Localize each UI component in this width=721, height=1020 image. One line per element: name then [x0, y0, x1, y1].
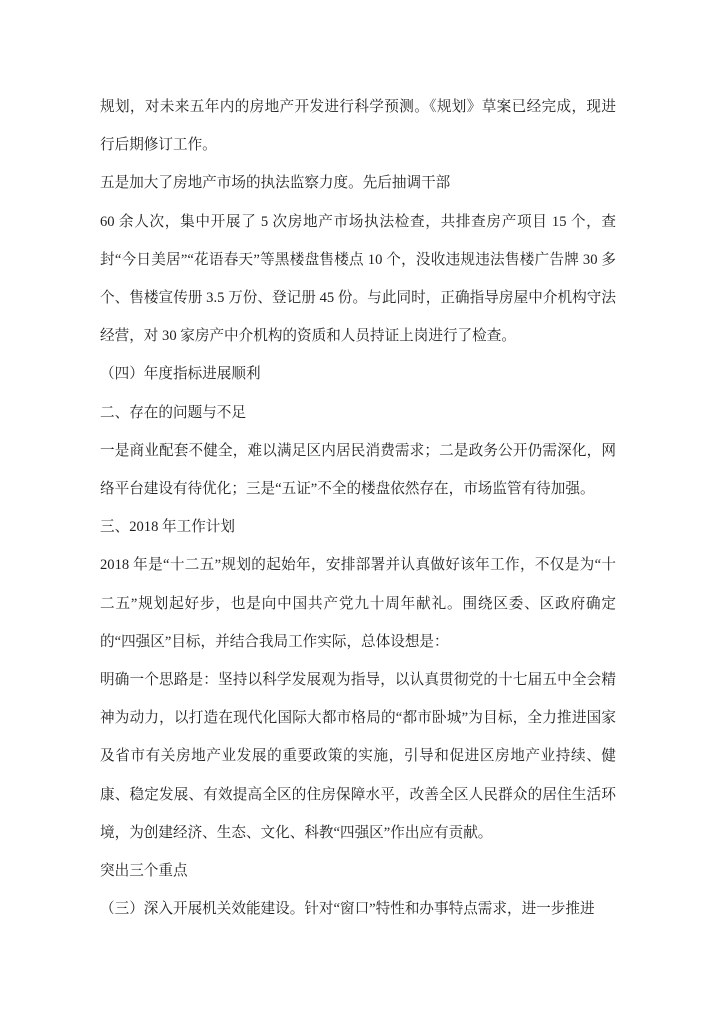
- paragraph-heading: 二、存在的问题与不足: [100, 404, 246, 421]
- paragraph-heading: 三、2018 年工作计划: [100, 519, 235, 536]
- paragraph: 60 余人次，集中开展了 5 次房地产市场执法检查，共排查房产项目 15 个，查封“今日美居”“花语春天”等黑楼盘售楼点 10 个，没收违规违法售楼广告牌 30 多个、售楼宣传册 3.5 万份、登记册 45 份。与此同时，正确指导房屋中介机构守法经营，对 30 家房产中介机构的资质和人员持证上岗进行了检查。: [100, 213, 616, 345]
- paragraph: 2018 年是“十二五”规划的起始年，安排部署并认真做好该年工作，不仅是为“十二五”规划起好步，也是向中国共产党九十周年献礼。围绕区委、区政府确定的“四强区”目标，并结合我局工作实际，总体设想是：: [100, 557, 616, 650]
- paragraph-heading: （四）年度指标进展顺利: [100, 366, 261, 383]
- paragraph: 五是加大了房地产市场的执法监察力度。先后抽调干部: [100, 175, 451, 192]
- paragraph: 明确一个思路是：坚持以科学发展观为指导，以认真贯彻党的十七届五中全会精神为动力，以打造在现代化国际大都市格局的“都市卧城”为目标，全力推进国家及省市有关房地产业发展的重要政策的实施，引导和促进区房地产业持续、健康、稳定发展、有效提高全区的住房保障水平，改善全区人民群众的居住生活环境，为创建经济、生态、文化、科教“四强区”作出应有贡献。: [100, 672, 616, 841]
- document-text-area: [100, 88, 616, 928]
- paragraph: 规划，对未来五年内的房地产开发进行科学预测。《规划》草案已经完成，现进行后期修订工作。: [100, 99, 616, 154]
- paragraph: （三）深入开展机关效能建设。针对“窗口”特性和办事特点需求，进一步推进: [100, 901, 595, 918]
- paragraph: 一是商业配套不健全，难以满足区内居民消费需求；二是政务公开仍需深化，网络平台建设有待优化；三是“五证”不全的楼盘依然存在，市场监管有待加强。: [100, 442, 616, 498]
- paragraph-heading: 突出三个重点: [100, 863, 188, 880]
